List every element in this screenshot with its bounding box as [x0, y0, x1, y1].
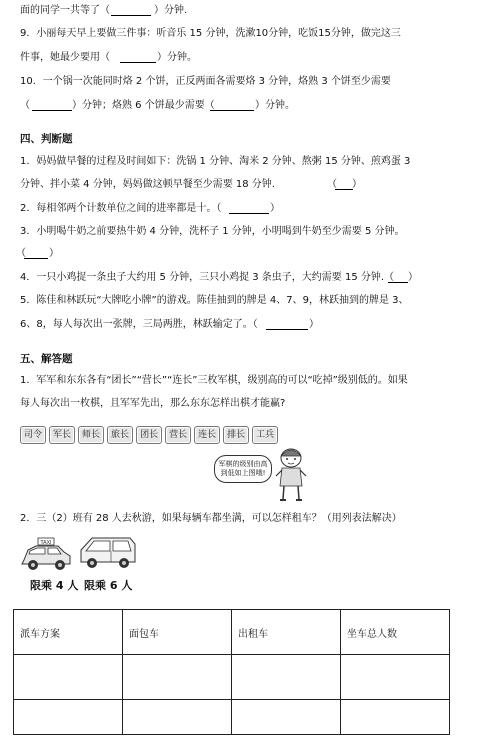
- table-cell[interactable]: [232, 700, 341, 735]
- chess-chip: 旅长: [107, 426, 133, 444]
- answer-blank[interactable]: [266, 329, 308, 330]
- table-cell[interactable]: [123, 655, 232, 700]
- answer-blank[interactable]: [111, 15, 151, 16]
- table-cell[interactable]: [341, 655, 450, 700]
- rental-plan-table: [13, 609, 450, 735]
- answer-blank[interactable]: [120, 62, 156, 63]
- chess-chip: 工兵: [252, 426, 278, 444]
- table-header-cell: 坐车总人数: [341, 610, 450, 655]
- answer-blank[interactable]: [335, 189, 353, 190]
- chess-chip: 营长: [165, 426, 191, 444]
- table-header-cell: 面包车: [123, 610, 232, 655]
- chess-chip: 团长: [136, 426, 162, 444]
- chess-chip: 排长: [223, 426, 249, 444]
- child-illustration-icon: [274, 446, 308, 502]
- taxi-sign-text: TAXI: [40, 540, 52, 546]
- answer-blank[interactable]: [388, 282, 408, 283]
- chess-chip: 连长: [194, 426, 220, 444]
- table-row: [14, 700, 450, 735]
- van-capacity-label: 限乘 6 人: [84, 579, 133, 592]
- table-cell[interactable]: [14, 700, 123, 735]
- table-row: [14, 655, 450, 700]
- section-4-heading: 四、判断题: [20, 133, 73, 145]
- table-cell[interactable]: [14, 655, 123, 700]
- answer-blank[interactable]: [24, 258, 48, 259]
- answer-blank[interactable]: [229, 213, 269, 214]
- van-icon: [78, 532, 138, 572]
- chess-chip: 军长: [49, 426, 75, 444]
- chess-chip: 司令: [20, 426, 46, 444]
- table-cell[interactable]: [232, 655, 341, 700]
- table-header-cell: 派车方案: [14, 610, 123, 655]
- table-cell[interactable]: [123, 700, 232, 735]
- section-5-heading: 五、解答题: [20, 353, 73, 365]
- answer-blank[interactable]: [32, 110, 72, 111]
- taxi-icon: [20, 536, 72, 572]
- speech-bubble: 军棋的级别由高 到低如上图哦!: [214, 455, 272, 483]
- table-cell[interactable]: [341, 700, 450, 735]
- table-header-row: [14, 610, 450, 655]
- taxi-capacity-label: 限乘 4 人: [30, 579, 79, 592]
- table-header-cell: 出租车: [232, 610, 341, 655]
- chess-rank-chips: [20, 426, 278, 444]
- chess-chip: 师长: [78, 426, 104, 444]
- answer-blank[interactable]: [210, 110, 254, 111]
